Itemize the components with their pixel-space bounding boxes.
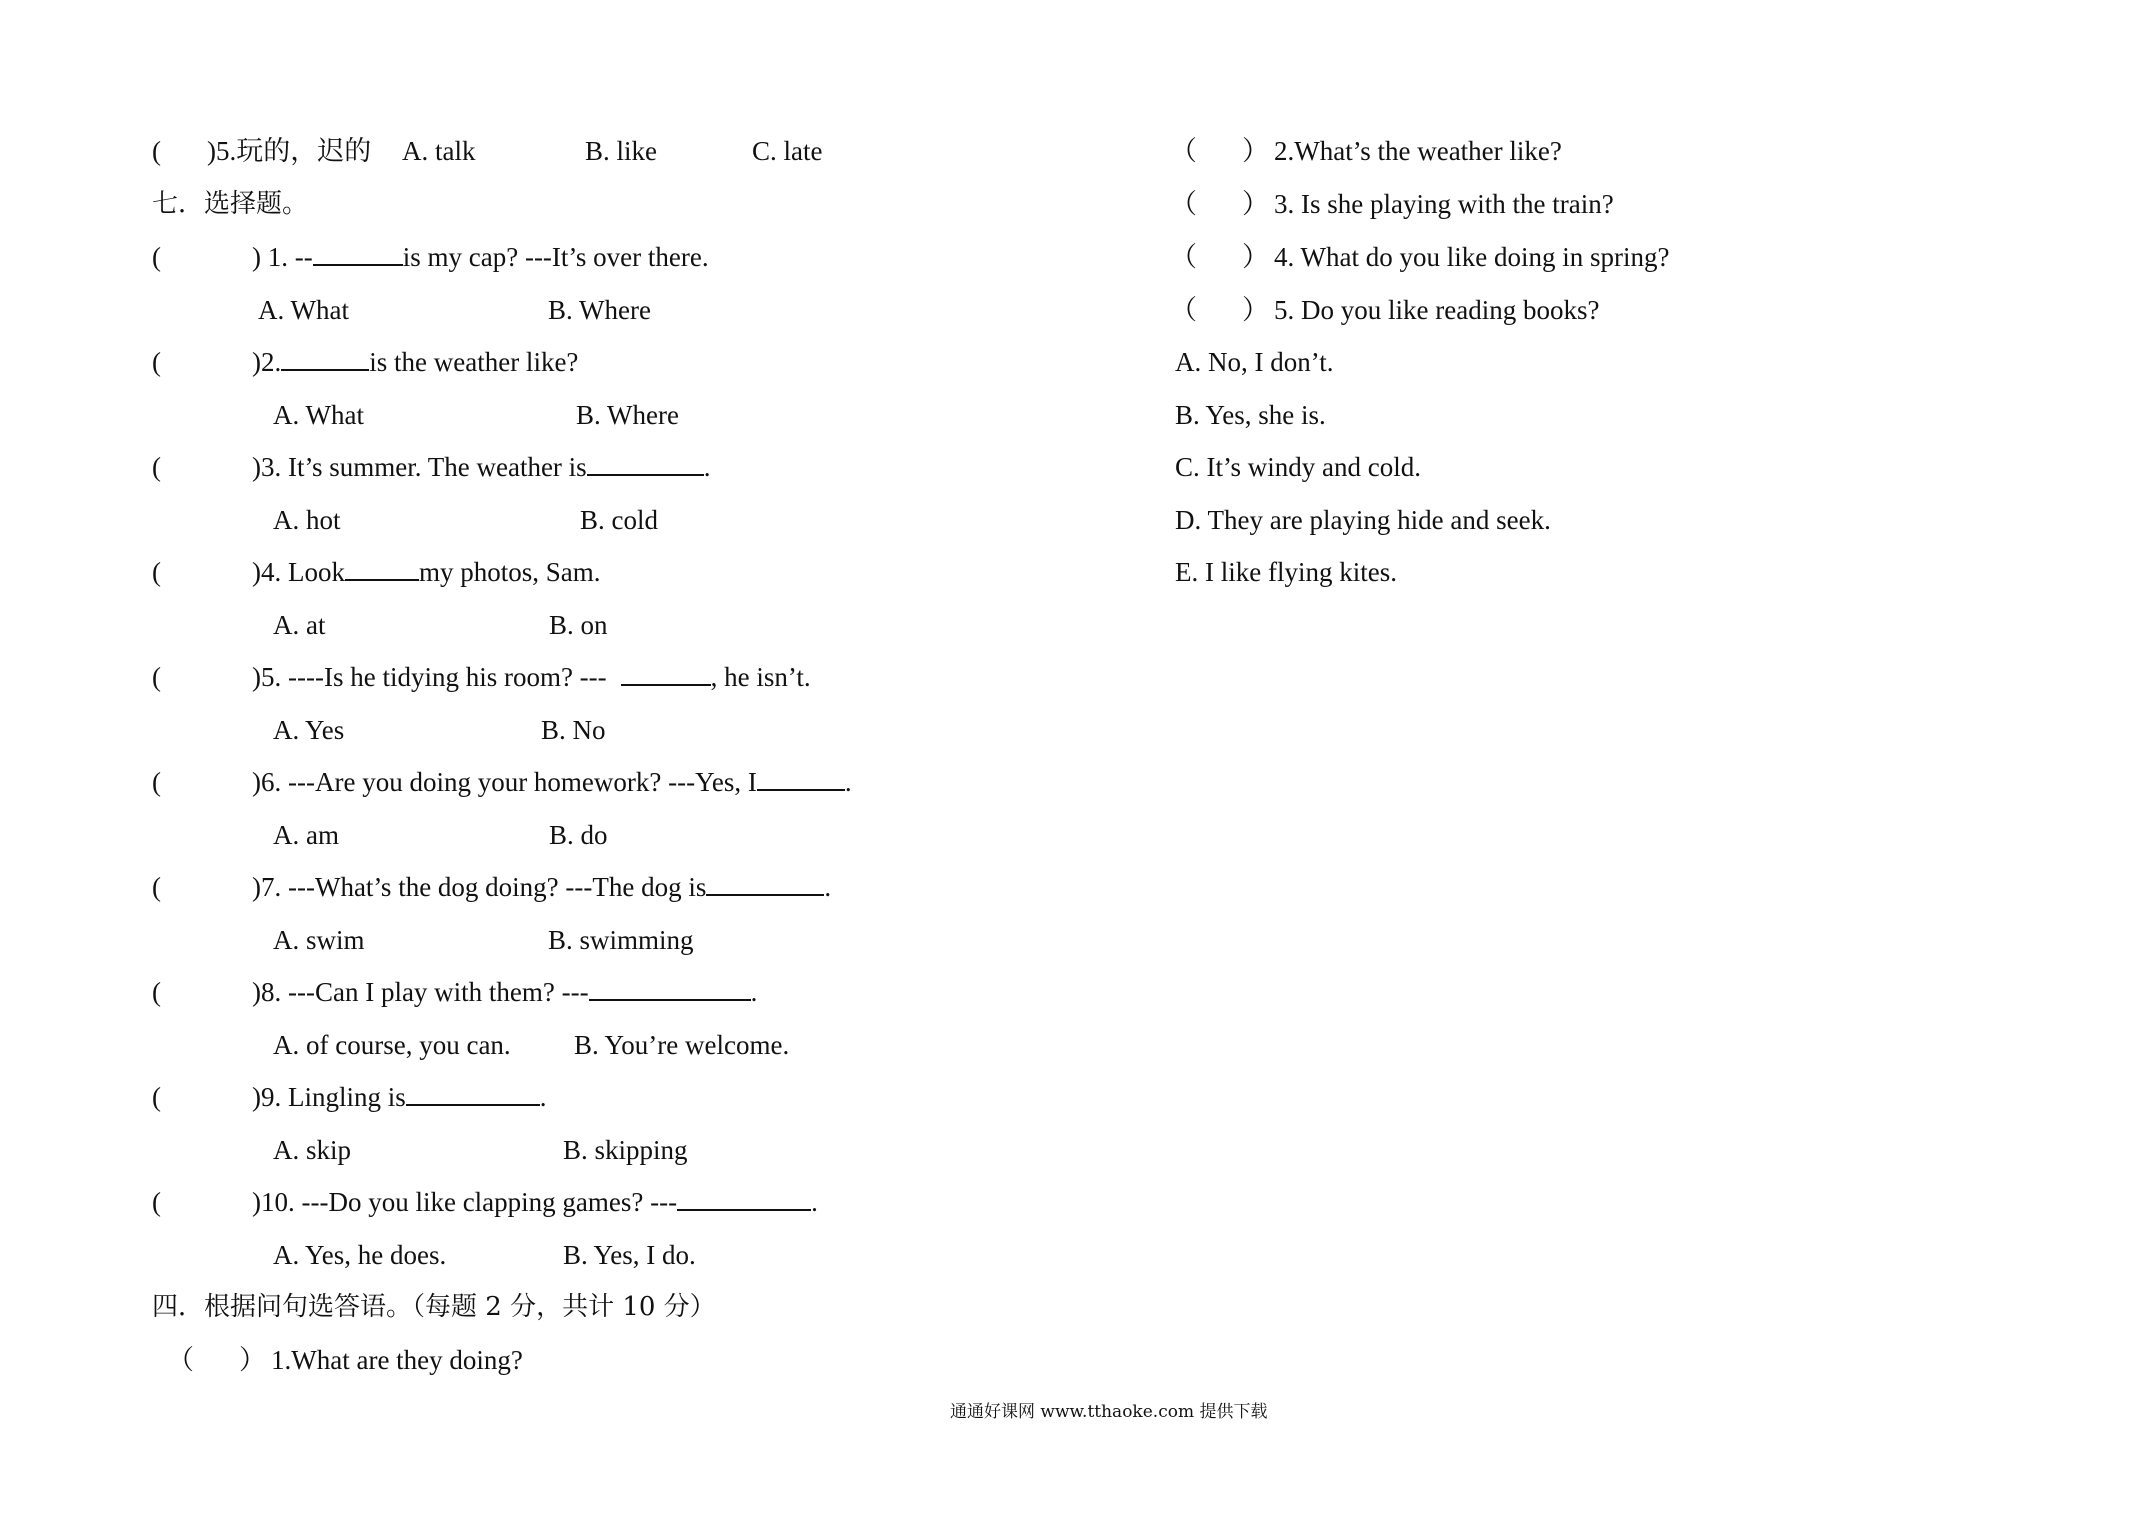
answer-paren: ( [152,1187,161,1217]
answer-paren-close: ） [239,1345,266,1375]
vocab-option-b: B. like [585,136,657,166]
answer-blank [589,977,751,1001]
option-a: A. of course, you can. [273,1030,511,1060]
question-text: )2. [252,347,282,377]
question-3 [152,450,711,484]
option-b: B. skipping [563,1135,688,1165]
question-text-tail: . [750,977,758,1007]
match-answer-c: C. It’s windy and cold. [1175,452,1421,482]
answer-blank [677,1187,811,1211]
match-question-text: 3. Is she playing with the train? [1274,189,1614,219]
answer-paren-open: （ [1170,242,1197,272]
option-a: A. skip [273,1135,352,1165]
option-b: B. You’re welcome. [574,1030,790,1060]
option-b: B. Where [576,400,679,430]
answer-paren-close: ） [1242,189,1269,219]
answer-blank [757,767,845,791]
answer-paren: ( [152,872,161,902]
answer-blank [281,347,369,371]
vocab-option-c: C. late [752,136,823,166]
option-b: B. do [549,820,608,850]
option-b: B. No [541,715,606,745]
answer-paren-open: （ [1170,295,1197,325]
question-9 [152,1080,547,1114]
question-2 [152,345,579,379]
question-text: )6. ---Are you doing your homework? ---Yes, I [252,767,757,797]
question-text: )7. ---What’s the dog doing? ---The dog is [252,872,707,902]
answer-paren: ( [152,977,161,1007]
option-a: A. Yes [273,715,345,745]
question-text-tail: . [824,872,832,902]
question-text-tail: . [703,452,711,482]
option-a: A. am [273,820,339,850]
match-answer-e: E. I like flying kites. [1175,557,1397,587]
answer-paren: ( [152,557,161,587]
question-text-tail: . [539,1082,547,1112]
question-text: )4. Look [252,557,345,587]
question-text: ) 1. -- [252,242,313,272]
option-b: B. Where [548,295,651,325]
section4-title: 四．根据问句选答语。（每题 2 分，共计 10 分） [152,1292,716,1322]
option-b: B. Yes, I do. [563,1240,696,1270]
answer-paren-open: （ [167,1345,194,1375]
option-a: A. hot [273,505,341,535]
match-question-text: 2.What’s the weather like? [1274,136,1562,166]
question-text-tail: . [844,767,852,797]
question-text: )3. It’s summer. The weather is [252,452,587,482]
match-question-5 [1170,293,1600,327]
answer-paren-open: （ [1170,136,1197,166]
question-text: )10. ---Do you like clapping games? --- [252,1187,678,1217]
answer-blank [706,872,824,896]
option-b: B. cold [580,505,658,535]
question-8 [152,975,758,1009]
option-b: B. swimming [548,925,694,955]
answer-paren-open: （ [1170,189,1197,219]
answer-paren-close: ） [1242,295,1269,325]
question-text: )9. Lingling is [252,1082,406,1112]
question-text: )5. ----Is he tidying his room? --- [252,662,607,692]
question-5 [152,660,811,694]
match-question-text: 5. Do you like reading books? [1274,295,1600,325]
answer-paren: ( [152,452,161,482]
answer-paren: ( [152,347,161,377]
match-question-text: 4. What do you like doing in spring? [1274,242,1670,272]
question-6 [152,765,852,799]
match-question-3 [1170,187,1614,221]
answer-paren: ( [152,662,161,692]
question-text: )8. ---Can I play with them? --- [252,977,589,1007]
question-text-tail: is my cap? ---It’s over there. [402,242,709,272]
question-7 [152,870,832,904]
match-question-2 [1170,134,1562,168]
match-answer-b: B. Yes, she is. [1175,400,1326,430]
answer-paren-close: ） [1242,242,1269,272]
section7-title: 七．选择题。 [152,189,309,219]
question-4 [152,555,601,589]
question-text-tail: , he isn’t. [710,662,811,692]
vocab-option-a: A. talk [402,136,476,166]
match-answer-d: D. They are playing hide and seek. [1175,505,1551,535]
option-a: A. Yes, he does. [273,1240,447,1270]
question-text-tail: my photos, Sam. [418,557,601,587]
match-question-4 [1170,240,1670,274]
vocab-item-5 [152,134,372,168]
match-question-text: 1.What are they doing? [271,1345,523,1375]
option-b: B. on [549,610,608,640]
answer-paren: ( [152,1082,161,1112]
option-a: A. What [258,295,349,325]
footer-source: 通通好课网 www.tthaoke.com 提供下载 [950,1402,1268,1422]
match-question-1 [167,1343,523,1377]
answer-blank [345,557,419,581]
answer-paren: ( [152,136,161,166]
answer-blank [587,452,704,476]
question-1 [152,240,709,274]
answer-blank [406,1082,540,1106]
option-a: A. swim [273,925,365,955]
answer-paren-close: ） [1242,136,1269,166]
option-a: A. at [273,610,326,640]
answer-paren: ( [152,242,161,272]
question-text-tail: . [811,1187,818,1217]
vocab-question: )5.玩的，迟的 [207,136,372,166]
answer-blank [313,242,403,266]
answer-blank [621,662,711,686]
match-answer-a: A. No, I don’t. [1175,347,1334,377]
question-10 [152,1185,818,1219]
question-text-tail: is the weather like? [369,347,579,377]
option-a: A. What [273,400,364,430]
answer-paren: ( [152,767,161,797]
